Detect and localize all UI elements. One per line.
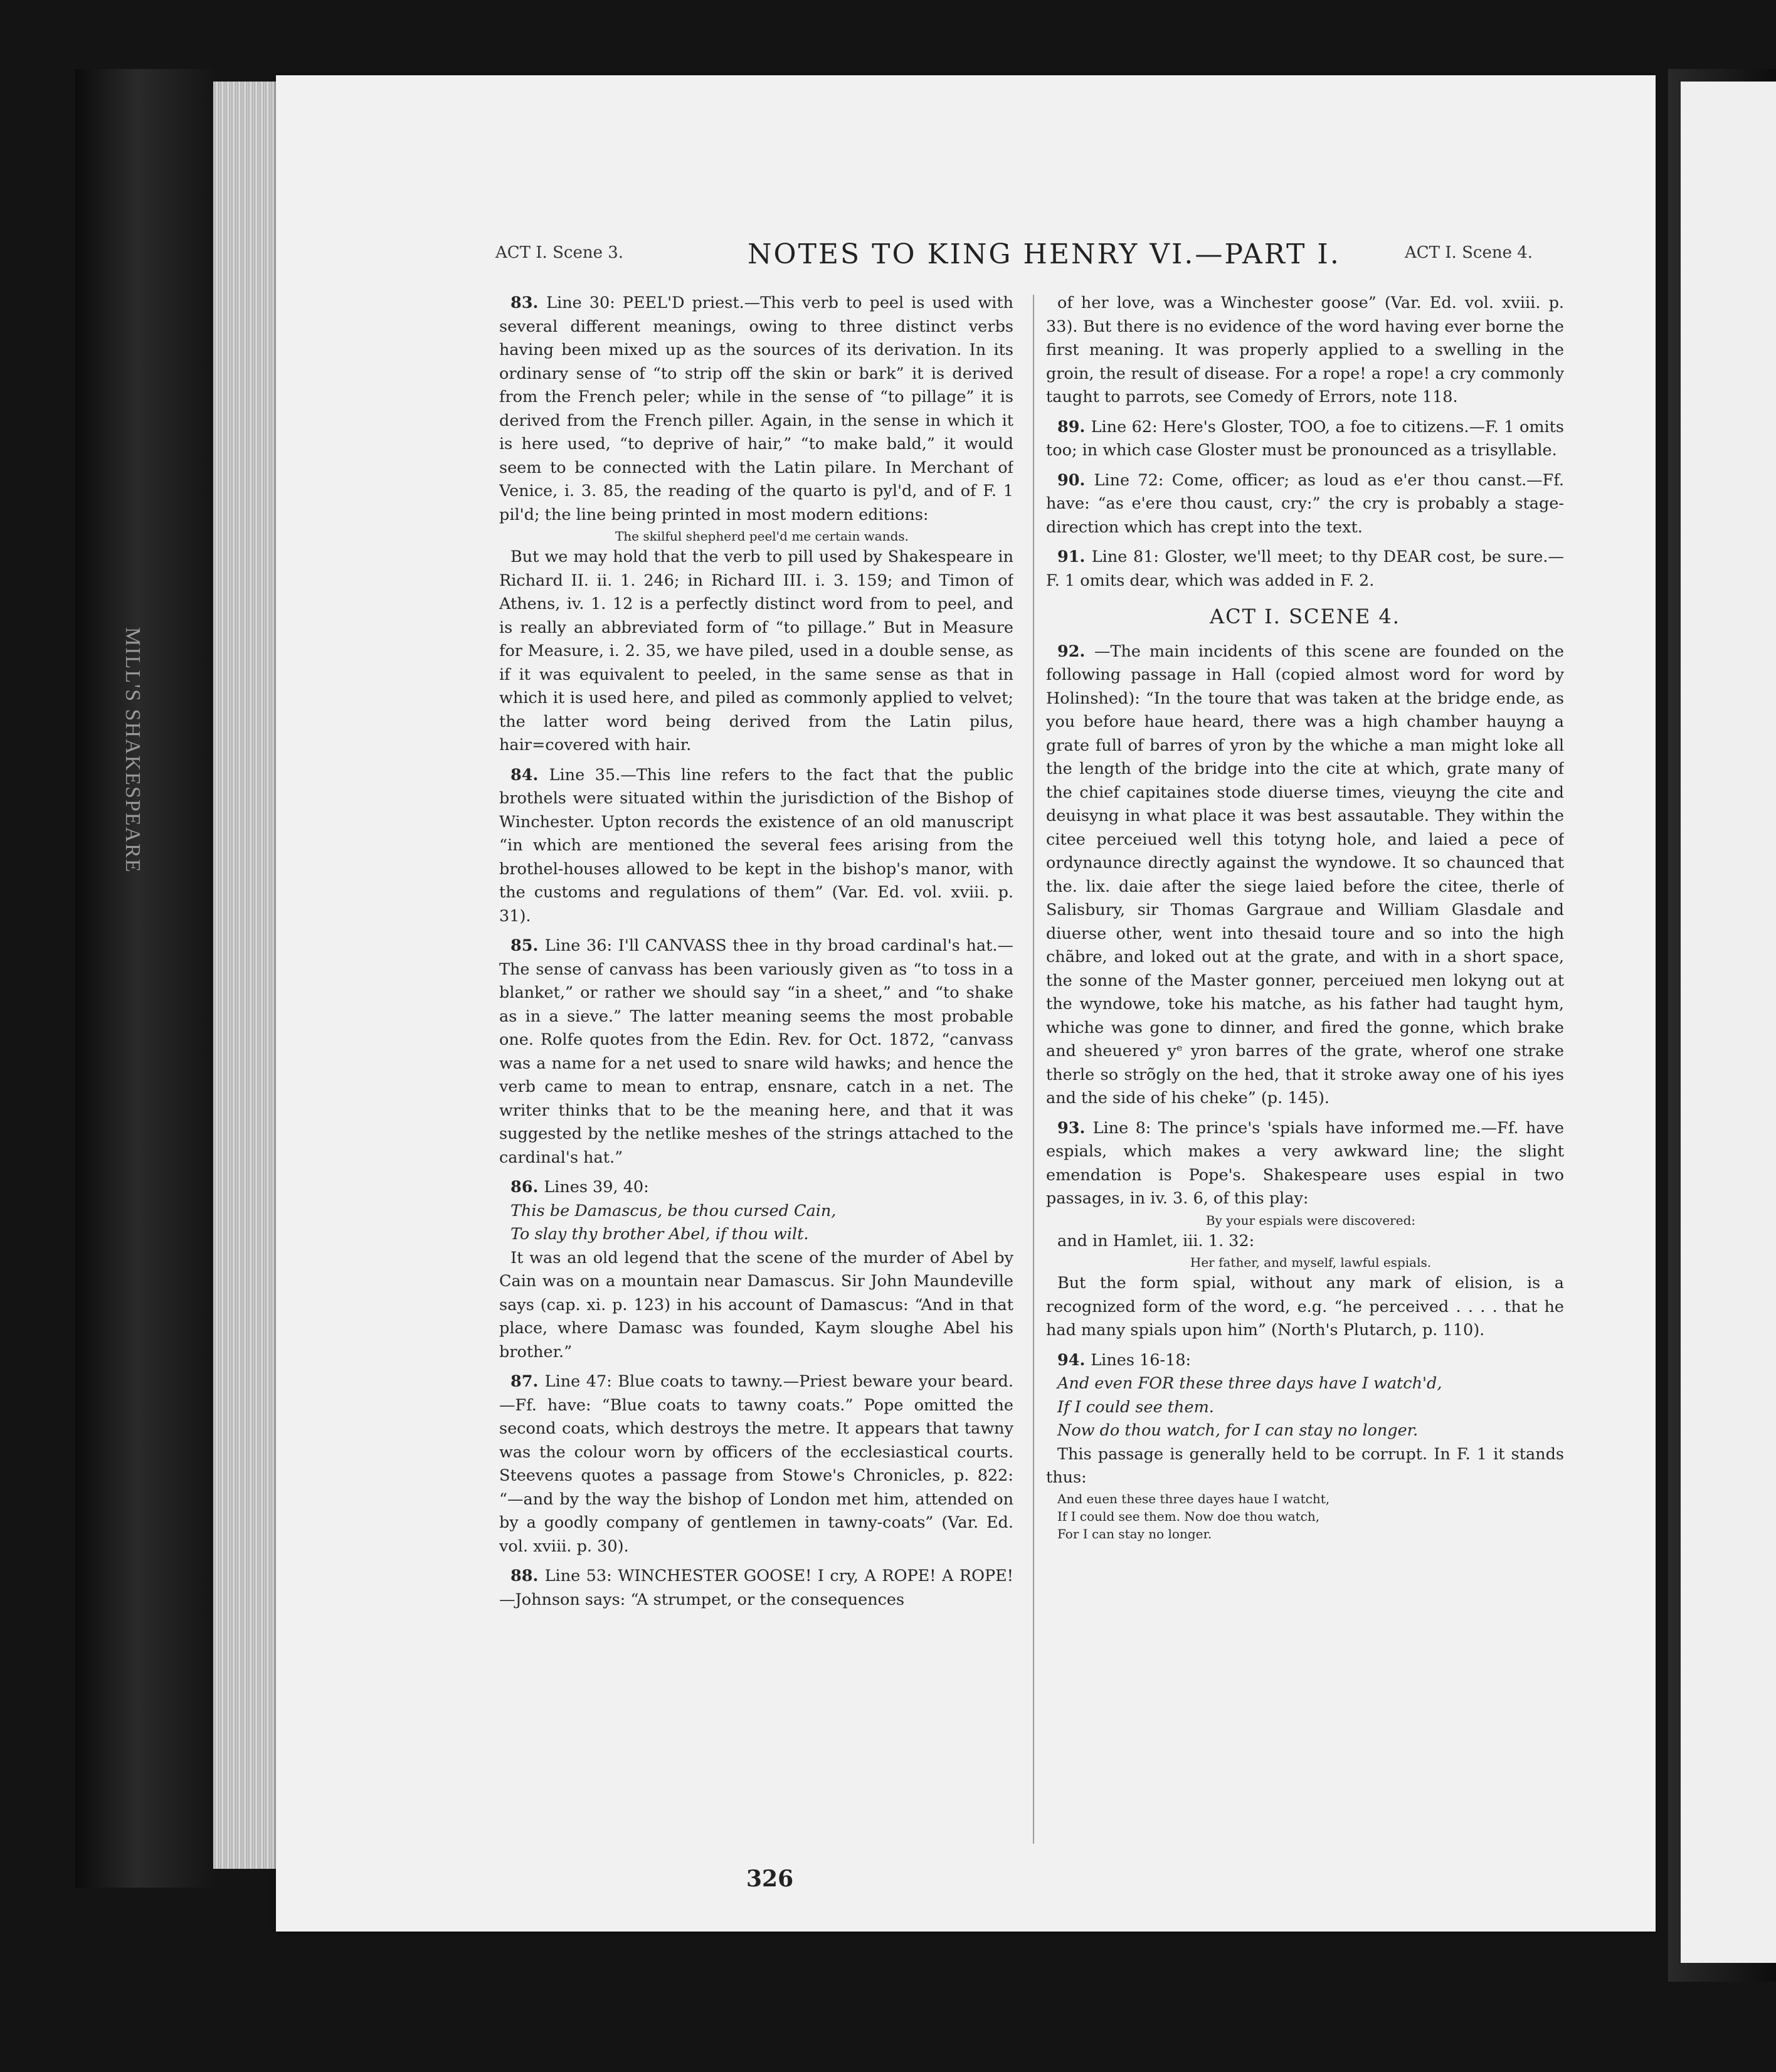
note-item [1046,292,1564,410]
note-item [1046,640,1564,1111]
note-text: 90. Line 72: Come, officer; as loud as e'er thou canst.—Ff. have: “as e'ere thou caust, cry:” the cry is probably a stage-direction which has crept into the text. [1046,470,1564,537]
right-column [1046,292,1564,1859]
right-column-notes-top [1046,292,1564,593]
note-text: 83. Line 30: PEEL'D priest.—This verb to peel is used with several different meanings, owing to three distinct verbs having been mixed up as the sources of its derivation. In its ordinary sense of “to strip off the skin or bark” it is derived from the French peler; while in the sense of “to pillage” it is derived from the French piller. Again, in the sense in which it is here used, “to deprive of hair,” “to make bald,” it would seem to be connected with the Latin pilare. In Merchant of Venice, i. 3. 85, the reading of the quarto is pyl'd, and of F. 1 pil'd; the line being printed in most modern editions: [499,293,1013,524]
page-edges [213,82,276,1869]
act-heading: ACT I. SCENE 4. [1210,605,1400,628]
note-item [1046,416,1564,463]
verse-line: And even FOR these three days have I watch'd, [1057,1374,1442,1393]
quoted-line: By your espials were discovered: [1205,1212,1416,1228]
verse-line: Now do thou watch, for I can stay no longer. [1057,1421,1419,1440]
right-column-notes-bottom [1046,640,1564,1543]
note-number: 92. [1057,642,1094,661]
header-left: ACT I. Scene 3. [495,243,624,262]
note-continuation: But the form spial, without any mark of elision, is a recognized form of the word, e.g. “he perceived . . . . that he had many spials upon him” (North's Plutarch, p. 110). [1046,1274,1564,1340]
note-continuation: But we may hold that the verb to pill used by Shakespeare in Richard II. ii. 1. 246; in Richard III. i. 3. 159; and Timon of Athens, iv. 1. 12 is a perfectly distinct word from to peel, and is really an abbreviated form of “to pillage.” But in Measure for Measure, i. 2. 35, we have piled, used in a double sense, as if it was equivalent to peeled, in the same sense as that in which it is used here, and piled as commonly applied to velvet; the latter word being derived from the Latin pilus, hair=covered with hair. [499,547,1013,754]
note-item [1046,1349,1564,1543]
column-divider [1033,295,1034,1844]
note-item [499,292,1013,758]
note-number: 93. [1057,1118,1093,1138]
note-item [1046,469,1564,540]
quoted-line: The skilful shepherd peel'd me certain wands. [615,529,909,544]
header-right: ACT I. Scene 4. [1405,243,1533,262]
note-item [499,934,1013,1170]
note-text: 89. Line 62: Here's Gloster, TOO, a foe to citizens.—F. 1 omits too; in which case Gloster must be pronounced as a trisyllable. [1046,417,1564,460]
note-item [499,1565,1013,1612]
note-text: 84. Line 35.—This line refers to the fact that the public brothels were situated within the jurisdiction of the Bishop of Winchester. Upton records the existence of an old manuscript “in which are mentioned the several fees arising from the brothel-houses allowed to be kept in the bishop's manor, with the customs and regulations of them” (Var. Ed. vol. xviii. p. 31). [499,765,1013,926]
note-item [499,1176,1013,1364]
note-number: 86. [510,1178,544,1197]
note-number: 87. [510,1372,545,1391]
note-text: 91. Line 81: Gloster, we'll meet; to thy DEAR cost, be sure.—F. 1 omits dear, which was added in F. 2. [1046,547,1564,590]
note-continuation: It was an old legend that the scene of the murder of Abel by Cain was on a mountain near Damascus. Sir John Maundeville says (cap. xi. p. 123) in his account of Damascus: “And in that place, where Damasc was founded, Kaym sloughe Abel his brother.” [499,1248,1013,1361]
next-page-edge [1681,82,1776,1963]
note-text: 88. Line 53: WINCHESTER GOOSE! I cry, A ROPE! A ROPE!—Johnson says: “A strumpet, or the consequences [499,1567,1013,1609]
note-text: of her love, was a Winchester goose” (Var. Ed. vol. xviii. p. 33). But there is no evidence of the word having ever borne the first meaning. It was properly applied to a swelling in the groin, the result of disease. For a rope! a rope! a cry commonly taught to parrots, see Comedy of Errors, note 118. [1046,293,1564,406]
book-page [276,75,1656,1932]
note-text: 93. Line 8: The prince's 'spials have informed me.—Ff. have espials, which makes a very awkward line; the slight emendation is Pope's. Shakespeare uses espial in two passages, in iv. 3. 6, of this play: [1046,1118,1564,1208]
left-column [499,292,1013,1859]
note-item [1046,1117,1564,1343]
folio-verse-line: And euen these three dayes haue I watcht, [1057,1491,1330,1506]
note-text: 92. —The main incidents of this scene are founded on the following passage in Hall (copied almost word for word by Holinshed): “In the toure that was taken at the bridge ende, as you before haue heard, there was a high chamber hauyng a grate full of barres of yron by the whiche a man might loke all the length of the bridge into the cite at which, grate many of the chief capitaines stode diuerse times, vieuyng the cite and deuisyng in what place it was best assautable. They within the citee perceiued well this totyng hole, and laied a pece of ordynaunce directly against the wyndowe. It so chaunced that the. lix. daie after the siege laied before the citee, therle of Salisbury, sir Thomas Gargraue and William Glasdale and diuerse other, went into thesaid toure and so into the high chãbre, and loked out at the grate, and with in a short space, the sonne of the Master gonner, perceiued men lokyng out at the wyndowe, toke his matche, as his father had taught hym, whiche was gone to dinner, and fired the gonne, which brake and sheuered yᵉ yron barres of the grate, wherof one strake therle so strõgly on the hed, that it stroke away one of his iyes and the side of his cheke” (p. 145). [1046,642,1564,1107]
note-text: 87. Line 47: Blue coats to tawny.—Priest beware your beard.—Ff. have: “Blue coats to tawny coats.” Pope omitted the second coats, which destroys the metre. It appears that tawny was the colour worn by officers of the ecclesiastical courts. Steevens quotes a passage from Stowe's Chronicles, p. 822: “—and by the way the bishop of London met him, attended on by a goodly company of gentlemen in tawny-coats” (Var. Ed. vol. xviii. p. 30). [499,1372,1013,1556]
page-number: 326 [746,1866,794,1892]
folio-verse-line: For I can stay no longer. [1057,1526,1212,1541]
note-item [499,1370,1013,1558]
note-number: 90. [1057,470,1094,490]
note-continuation: and in Hamlet, iii. 1. 32: [1057,1231,1255,1250]
note-number: 89. [1057,417,1091,436]
note-continuation: This passage is generally held to be corrupt. In F. 1 it stands thus: [1046,1444,1564,1487]
folio-verse-line: If I could see them. Now doe thou watch, [1057,1508,1320,1524]
quoted-line: Her father, and myself, lawful espials. [1190,1255,1432,1270]
spine-title: MILL'S SHAKESPEARE [121,627,144,874]
verse-line: To slay thy brother Abel, if thou wilt. [510,1225,809,1244]
note-number: 83. [510,293,547,312]
note-number: 94. [1057,1350,1091,1370]
note-text: 85. Line 36: I'll CANVASS thee in thy broad cardinal's hat.—The sense of canvass has been variously given as “to toss in a blanket,” or rather we should say “in a sheet,” and “to shake as in a sieve.” The latter meaning seems the most probable one. Rolfe quotes from the Edin. Rev. for Oct. 1872, “canvass was a name for a net used to snare wild hawks; and hence the verb came to mean to entrap, ensnare, catch in a net. The writer thinks that to be the meaning here, and that it was suggested by the netlike meshes of the strings attached to the cardinal's hat.” [499,936,1013,1167]
header-title: NOTES TO KING HENRY VI.—PART I. [748,238,1341,270]
note-number: 84. [510,765,549,785]
verse-line: This be Damascus, be thou cursed Cain, [510,1201,837,1220]
verse-line: If I could see them. [1057,1397,1214,1417]
note-number: 88. [510,1567,545,1585]
note-number: 85. [510,936,545,955]
running-header [276,238,1656,281]
note-text: 86. Lines 39, 40: [510,1178,649,1197]
note-item [1046,546,1564,593]
note-item [499,764,1013,929]
note-text: 94. Lines 16-18: [1057,1350,1192,1370]
note-number: 91. [1057,547,1092,566]
